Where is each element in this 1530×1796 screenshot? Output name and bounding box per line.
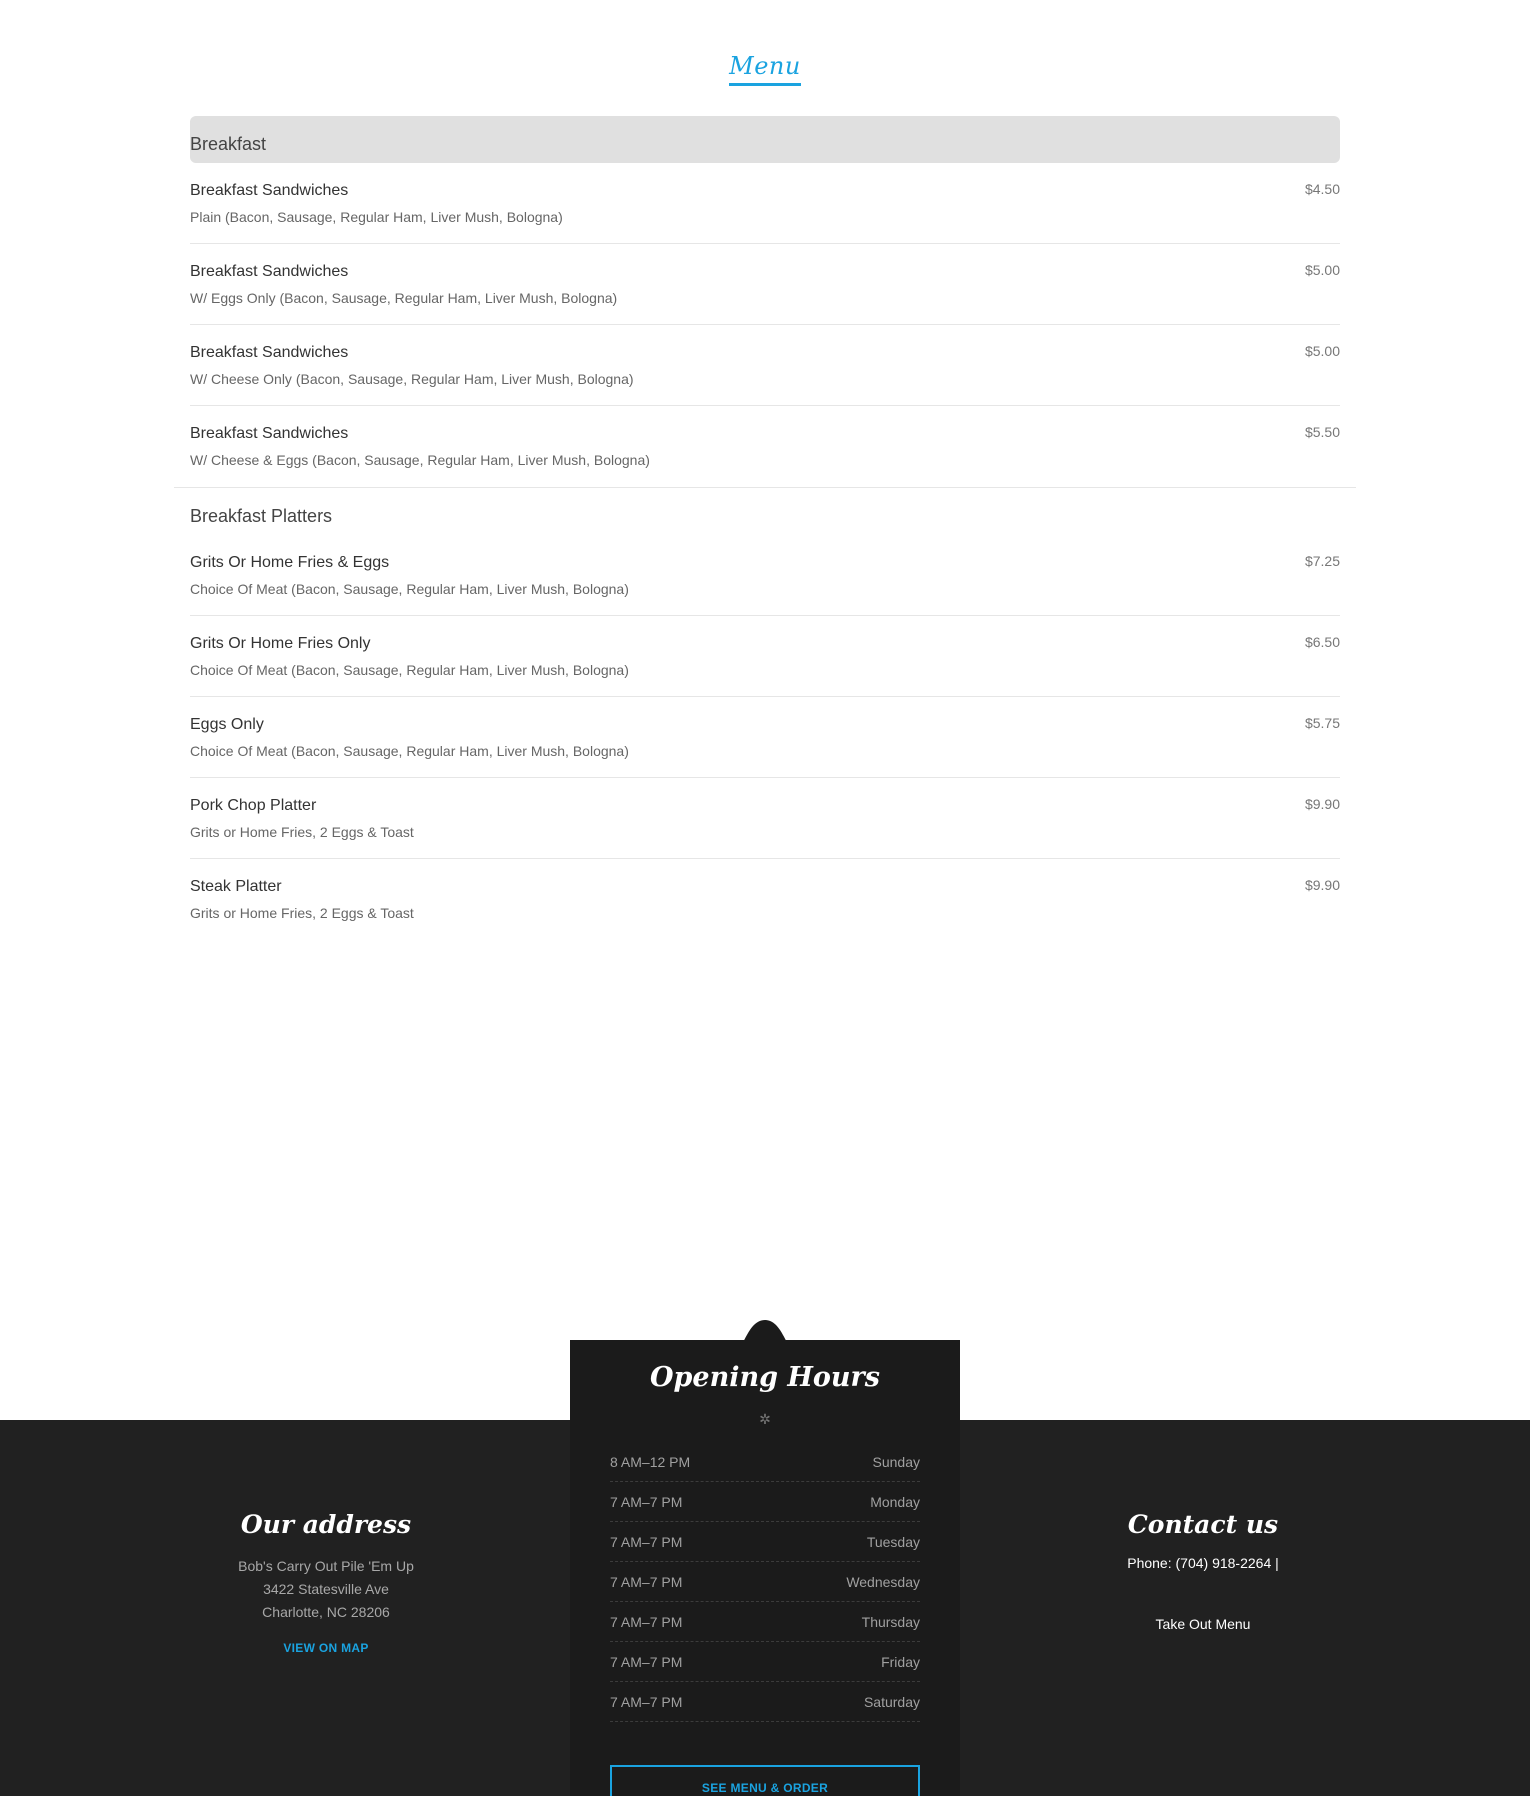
menu-item bbox=[190, 859, 1340, 940]
menu-item-description: Plain (Bacon, Sausage, Regular Ham, Liver Mush, Bologna) bbox=[190, 209, 563, 225]
hours-list bbox=[610, 1442, 920, 1722]
hours-day: Tuesday bbox=[866, 1533, 920, 1550]
menu-list bbox=[190, 116, 1340, 940]
address-line-city: Charlotte, NC 28206 bbox=[262, 1604, 390, 1620]
opening-hours-card bbox=[570, 1340, 960, 1796]
menu-item bbox=[190, 616, 1340, 697]
menu-item-name: Grits Or Home Fries Only bbox=[190, 635, 371, 652]
menu-item-description: Grits or Home Fries, 2 Eggs & Toast bbox=[190, 824, 414, 840]
menu-item-price: $5.00 bbox=[1304, 343, 1340, 359]
hours-time: 7 AM–7 PM bbox=[610, 1573, 683, 1590]
category-heading-breakfast-platters: Breakfast Platters bbox=[190, 506, 333, 526]
contact-block bbox=[1063, 1510, 1343, 1632]
menu-item-price: $6.50 bbox=[1304, 634, 1340, 650]
menu-item-description: Choice Of Meat (Bacon, Sausage, Regular Ham, Liver Mush, Bologna) bbox=[190, 743, 629, 759]
ornament-icon: ✲ bbox=[759, 1411, 771, 1427]
category-heading-breakfast: Breakfast bbox=[190, 116, 1340, 163]
take-out-menu-link[interactable]: Take Out Menu bbox=[1155, 1616, 1251, 1632]
contact-heading: Contact us bbox=[1127, 1510, 1279, 1539]
hours-time: 7 AM–7 PM bbox=[610, 1613, 683, 1630]
hours-time: 7 AM–7 PM bbox=[610, 1493, 683, 1510]
menu-item-price: $7.25 bbox=[1304, 553, 1340, 569]
menu-item-name: Pork Chop Platter bbox=[190, 797, 317, 814]
hours-day: Monday bbox=[870, 1493, 920, 1510]
menu-item-price: $5.75 bbox=[1304, 715, 1340, 731]
menu-item-description: Choice Of Meat (Bacon, Sausage, Regular Ham, Liver Mush, Bologna) bbox=[190, 581, 629, 597]
menu-item-price: $5.50 bbox=[1304, 424, 1340, 440]
menu-item-description: W/ Cheese & Eggs (Bacon, Sausage, Regular Ham, Liver Mush, Bologna) bbox=[190, 452, 650, 468]
menu-item bbox=[190, 325, 1340, 406]
contact-phone: Phone: (704) 918-2264 | bbox=[1127, 1555, 1279, 1571]
address-lines bbox=[186, 1555, 466, 1624]
hours-time: 8 AM–12 PM bbox=[610, 1453, 691, 1470]
menu-item bbox=[190, 406, 1340, 487]
menu-item-description: Choice Of Meat (Bacon, Sausage, Regular Ham, Liver Mush, Bologna) bbox=[190, 662, 629, 678]
menu-item-price: $4.50 bbox=[1304, 181, 1340, 197]
address-line-name: Bob's Carry Out Pile 'Em Up bbox=[238, 1558, 414, 1574]
menu-item-name: Grits Or Home Fries & Eggs bbox=[190, 554, 390, 571]
menu-item-name: Breakfast Sandwiches bbox=[190, 425, 349, 442]
view-on-map-link[interactable]: VIEW ON MAP bbox=[283, 1641, 369, 1655]
menu-item-name: Breakfast Sandwiches bbox=[190, 182, 349, 199]
hours-day: Thursday bbox=[861, 1613, 920, 1630]
menu-item-name: Eggs Only bbox=[190, 716, 264, 733]
hours-row bbox=[610, 1522, 920, 1562]
hours-row bbox=[610, 1442, 920, 1482]
menu-item-name: Steak Platter bbox=[190, 878, 282, 895]
menu-item-description: W/ Eggs Only (Bacon, Sausage, Regular Ham, Liver Mush, Bologna) bbox=[190, 290, 618, 306]
menu-item-price: $9.90 bbox=[1304, 877, 1340, 893]
hours-day: Wednesday bbox=[846, 1573, 920, 1590]
hours-row bbox=[610, 1602, 920, 1642]
menu-title: Menu bbox=[729, 52, 801, 86]
menu-item-description: W/ Cheese Only (Bacon, Sausage, Regular Ham, Liver Mush, Bologna) bbox=[190, 371, 634, 387]
hours-row bbox=[610, 1482, 920, 1522]
hours-row bbox=[610, 1562, 920, 1602]
hours-time: 7 AM–7 PM bbox=[610, 1653, 683, 1670]
menu-item bbox=[190, 163, 1340, 244]
hours-day: Sunday bbox=[872, 1453, 920, 1470]
address-line-street: 3422 Statesville Ave bbox=[263, 1581, 389, 1597]
hours-day: Friday bbox=[881, 1653, 920, 1670]
hours-day: Saturday bbox=[863, 1693, 920, 1710]
menu-item-price: $5.00 bbox=[1304, 262, 1340, 278]
hours-row bbox=[610, 1682, 920, 1722]
hours-time: 7 AM–7 PM bbox=[610, 1693, 683, 1710]
menu-item bbox=[190, 535, 1340, 616]
section-divider bbox=[174, 487, 1356, 488]
hours-row bbox=[610, 1642, 920, 1682]
menu-item bbox=[190, 244, 1340, 325]
hours-time: 7 AM–7 PM bbox=[610, 1533, 683, 1550]
menu-item bbox=[190, 697, 1340, 778]
menu-item-price: $9.90 bbox=[1304, 796, 1340, 812]
menu-title-wrap bbox=[0, 52, 1530, 86]
address-block bbox=[186, 1510, 466, 1655]
menu-item bbox=[190, 778, 1340, 859]
menu-item-name: Breakfast Sandwiches bbox=[190, 344, 349, 361]
menu-item-name: Breakfast Sandwiches bbox=[190, 263, 349, 280]
menu-item-description: Grits or Home Fries, 2 Eggs & Toast bbox=[190, 905, 414, 921]
see-menu-order-button[interactable]: SEE MENU & ORDER bbox=[610, 1765, 920, 1796]
address-heading: Our address bbox=[240, 1510, 412, 1539]
opening-hours-heading: Opening Hours bbox=[650, 1362, 880, 1393]
